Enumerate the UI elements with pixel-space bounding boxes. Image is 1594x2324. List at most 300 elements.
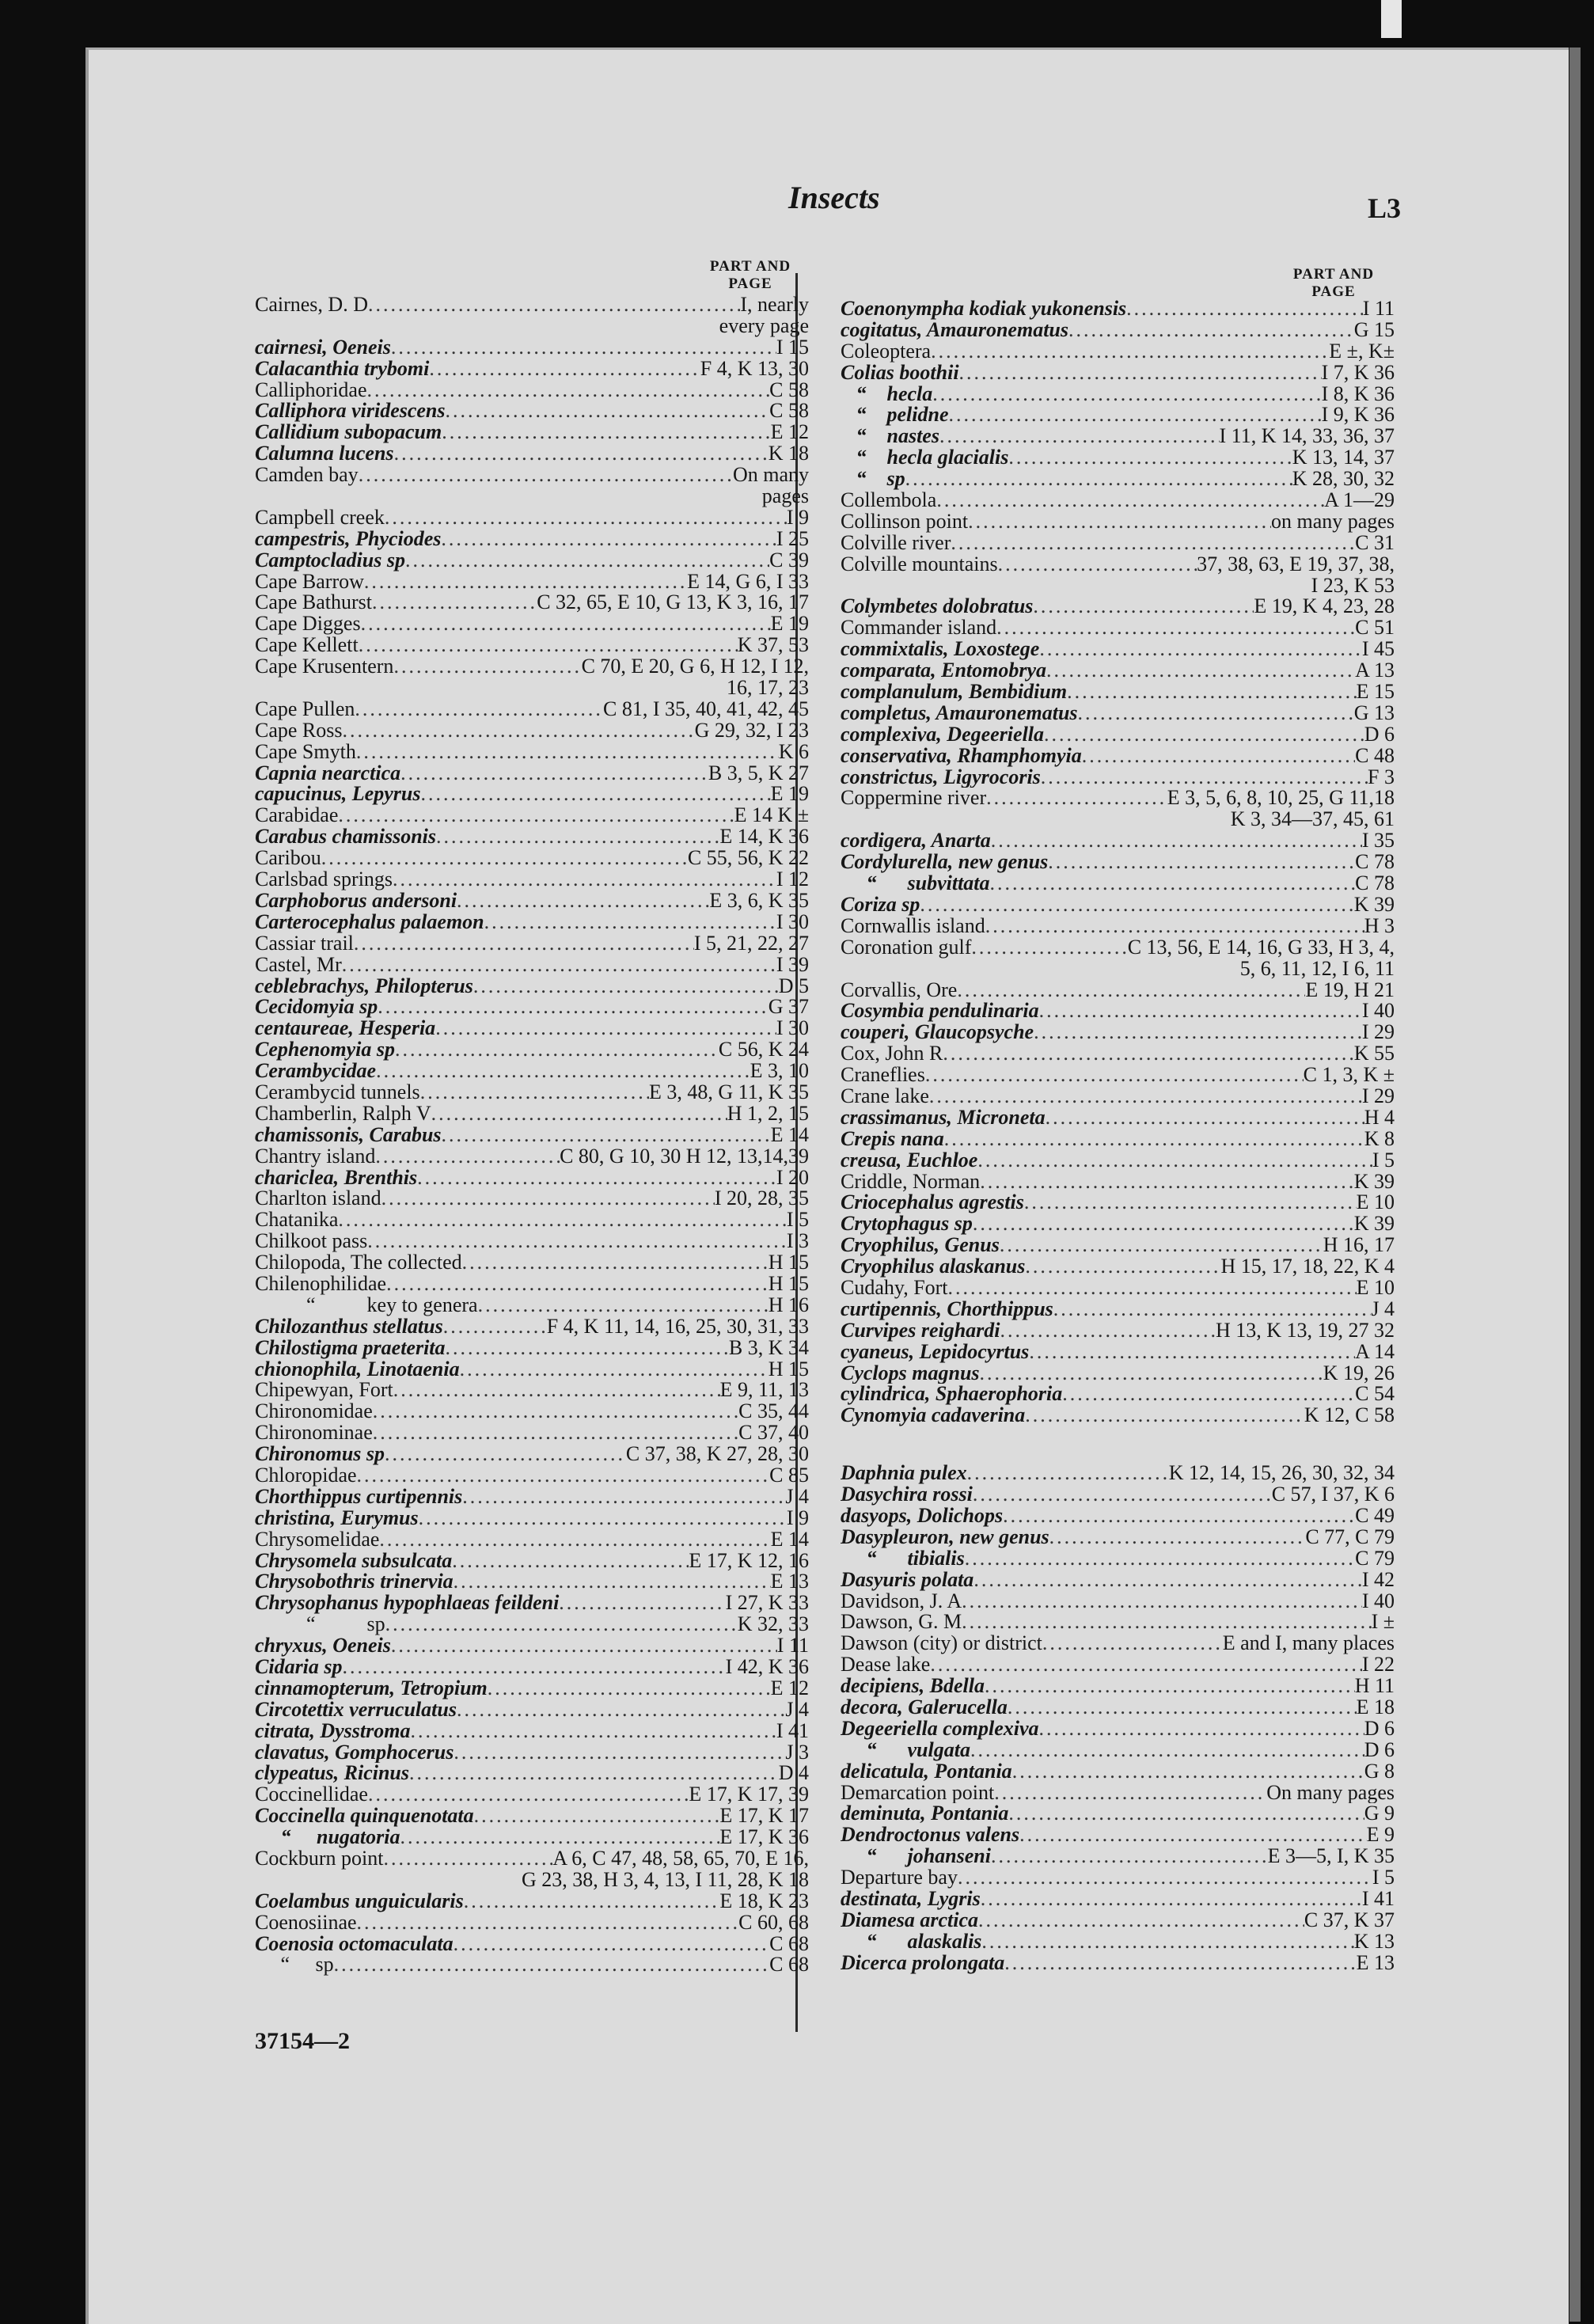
dot-leader bbox=[420, 784, 770, 805]
column-heading-line: PAGE bbox=[1311, 283, 1356, 300]
dot-leader bbox=[939, 426, 1220, 447]
entry-reference: E 14, G 6, I 33 bbox=[687, 571, 809, 593]
dot-leader bbox=[385, 1444, 626, 1465]
entry-term: Davidson, J. A bbox=[841, 1590, 962, 1612]
entry-reference: E 17, K 17, 39 bbox=[689, 1784, 809, 1806]
entry-reference: K 39 bbox=[1353, 1171, 1395, 1193]
entry-reference: E 19, K 4, 23, 28 bbox=[1254, 596, 1395, 618]
entry-term: Callidium subopacum bbox=[255, 422, 442, 444]
entry-term: Chorthippus curtipennis bbox=[255, 1486, 463, 1508]
entry-reference: E 14 bbox=[770, 1528, 809, 1551]
entry-reference: E 3, 10 bbox=[750, 1061, 809, 1082]
dot-leader bbox=[977, 1150, 1372, 1171]
dot-leader bbox=[968, 511, 1271, 533]
dot-leader bbox=[998, 554, 1197, 575]
entry-term: cairnesi, Oeneis bbox=[255, 336, 391, 359]
index-entry bbox=[255, 976, 809, 997]
entry-reference: I 20 bbox=[776, 1167, 809, 1189]
dot-leader bbox=[1003, 1506, 1355, 1527]
dot-leader bbox=[343, 720, 695, 742]
entry-term: Cape Barrow bbox=[255, 571, 364, 593]
entry-reference: D 6 bbox=[1364, 723, 1395, 746]
index-entry bbox=[255, 1678, 809, 1699]
entry-reference: K 28, 30, 32 bbox=[1292, 469, 1395, 491]
dot-leader bbox=[431, 1103, 727, 1125]
entry-reference: on many pages bbox=[1271, 511, 1395, 533]
entry-reference: I 39 bbox=[776, 954, 809, 976]
entry-reference: E 12 bbox=[770, 422, 809, 444]
dot-leader bbox=[488, 1678, 771, 1699]
page-edge-shadow bbox=[1569, 47, 1581, 2322]
index-entry bbox=[841, 1931, 1395, 1953]
entry-term: Cynomyia cadaverina bbox=[841, 1405, 1026, 1427]
entry-term: Curvipes reighardi bbox=[841, 1320, 1000, 1342]
column-heading-line: PART AND bbox=[1292, 266, 1375, 283]
entry-term: Chilenophilidae bbox=[255, 1273, 387, 1295]
entry-term: Corvallis, Ore bbox=[841, 979, 958, 1001]
entry-reference: C 37, 38, K 27, 28, 30 bbox=[625, 1444, 809, 1465]
dot-leader bbox=[1049, 1527, 1306, 1548]
entry-reference: G 8 bbox=[1364, 1760, 1395, 1783]
entry-term: Cape Kellett bbox=[255, 635, 359, 657]
index-entry bbox=[255, 656, 809, 678]
index-entry bbox=[841, 1527, 1395, 1548]
index-entry bbox=[841, 1278, 1395, 1299]
index-entry bbox=[255, 1763, 809, 1784]
entry-term: couperi, Glaucopsyche bbox=[841, 1022, 1034, 1044]
dot-leader bbox=[384, 1848, 553, 1870]
entry-term: “ subvittata bbox=[841, 873, 990, 894]
index-entry bbox=[841, 682, 1395, 703]
entry-term: Campbell creek bbox=[255, 507, 385, 529]
entry-term: Coronation gulf bbox=[841, 936, 972, 959]
entry-term: Cairnes, D. D bbox=[255, 294, 368, 316]
dot-leader bbox=[385, 1614, 738, 1635]
entry-reference: G 15 bbox=[1353, 319, 1395, 341]
entry-reference: I 27, K 33 bbox=[725, 1593, 809, 1615]
index-entry bbox=[255, 529, 809, 550]
entry-term: Chrysophanus hypophlaeas feildeni bbox=[255, 1593, 560, 1615]
entry-reference: K 39 bbox=[1353, 894, 1395, 916]
entry-term: Dawson, G. M bbox=[841, 1612, 962, 1634]
dot-leader bbox=[944, 1129, 1364, 1150]
entry-reference-continuation: 16, 17, 23 bbox=[727, 676, 809, 700]
index-entry bbox=[255, 592, 809, 613]
index-entry bbox=[841, 1363, 1395, 1384]
entry-term: chamissonis, Carabus bbox=[255, 1124, 442, 1146]
dot-leader bbox=[1068, 320, 1354, 341]
entry-term: deminuta, Pontania bbox=[841, 1803, 1009, 1825]
dot-leader bbox=[342, 955, 776, 976]
index-entry bbox=[841, 1171, 1395, 1193]
index-entry bbox=[841, 1506, 1395, 1527]
dot-leader bbox=[1025, 1256, 1220, 1278]
index-entry bbox=[255, 1657, 809, 1678]
dot-leader bbox=[359, 635, 738, 656]
entry-reference: E ±, K± bbox=[1329, 340, 1395, 363]
entry-reference: C 78 bbox=[1355, 852, 1395, 874]
dot-leader bbox=[981, 1889, 1362, 1910]
entry-term: Carterocephalus palaemon bbox=[255, 911, 484, 933]
entry-term: Dicerca prolongata bbox=[841, 1952, 1005, 1974]
entry-term: Chantry island bbox=[255, 1145, 376, 1168]
entry-reference: G 29, 32, I 23 bbox=[694, 720, 809, 742]
entry-term: Daphnia pulex bbox=[841, 1463, 967, 1485]
entry-reference: G 37 bbox=[768, 997, 809, 1019]
left-column-heading bbox=[703, 258, 798, 293]
dot-leader bbox=[378, 997, 768, 1018]
index-entry bbox=[255, 572, 809, 593]
entry-reference: E 14 K ± bbox=[734, 805, 809, 827]
entry-term: Criocephalus agrestis bbox=[841, 1192, 1024, 1214]
entry-term: ceblebrachys, Philopterus bbox=[255, 975, 473, 997]
index-entry bbox=[255, 1742, 809, 1764]
index-entry bbox=[255, 1827, 809, 1848]
index-entry bbox=[841, 1548, 1395, 1570]
entry-reference: I 42, K 36 bbox=[725, 1657, 809, 1678]
entry-term: Caribou bbox=[255, 848, 321, 870]
index-entry bbox=[841, 404, 1395, 426]
entry-term: dasyops, Dolichops bbox=[841, 1505, 1004, 1527]
index-entry bbox=[841, 469, 1395, 490]
dot-leader bbox=[985, 916, 1364, 937]
entry-reference: H 4 bbox=[1364, 1107, 1395, 1129]
entry-reference: I 7, K 36 bbox=[1321, 362, 1395, 384]
index-entry bbox=[255, 1252, 809, 1274]
entry-term: cordigera, Anarta bbox=[841, 830, 991, 853]
entry-reference: H 15 bbox=[768, 1358, 809, 1380]
dot-leader bbox=[1004, 1953, 1356, 1974]
index-entry bbox=[841, 1803, 1395, 1825]
entry-term: “ alaskalis bbox=[841, 1931, 982, 1953]
entry-reference: C 31 bbox=[1355, 532, 1395, 554]
entry-reference: I 3 bbox=[786, 1231, 809, 1253]
index-entry bbox=[841, 1654, 1395, 1676]
index-entry bbox=[841, 596, 1395, 617]
index-entry bbox=[255, 1551, 809, 1572]
dot-leader bbox=[559, 1593, 725, 1614]
dot-leader bbox=[386, 1274, 769, 1295]
index-entry bbox=[841, 1846, 1395, 1867]
index-entry bbox=[255, 1401, 809, 1422]
entry-reference: D 6 bbox=[1364, 1718, 1395, 1740]
index-entry bbox=[255, 848, 809, 869]
dot-leader bbox=[435, 1018, 776, 1039]
entry-reference: C 60, 68 bbox=[738, 1912, 809, 1934]
dot-leader bbox=[357, 1912, 739, 1934]
entry-reference: I 35 bbox=[1361, 830, 1395, 853]
entry-term: Cape Ross bbox=[255, 720, 343, 742]
index-entry bbox=[841, 1001, 1395, 1022]
entry-reference: I 41 bbox=[776, 1720, 809, 1742]
entry-reference: I 11, K 14, 33, 36, 37 bbox=[1219, 426, 1395, 448]
index-entry bbox=[255, 1529, 809, 1551]
entry-reference: H 13, K 13, 19, 27 32 bbox=[1215, 1320, 1395, 1342]
entry-reference: C 68 bbox=[769, 1954, 809, 1977]
index-entry bbox=[841, 639, 1395, 660]
entry-term: Cape Bathurst bbox=[255, 592, 373, 614]
entry-reference: H 16, 17 bbox=[1323, 1235, 1395, 1257]
dot-leader bbox=[1000, 1320, 1216, 1342]
entry-reference: I 15 bbox=[776, 336, 809, 359]
entry-term: Coenonympha kodiak yukonensis bbox=[841, 298, 1127, 320]
index-entry bbox=[255, 1316, 809, 1338]
entry-reference: I 20, 28, 35 bbox=[714, 1188, 809, 1210]
dot-leader bbox=[359, 465, 733, 486]
entry-reference: F 4, K 13, 30 bbox=[700, 358, 809, 380]
index-entry bbox=[255, 1103, 809, 1125]
dot-leader bbox=[321, 848, 688, 869]
dot-leader bbox=[474, 1806, 720, 1827]
index-entry bbox=[255, 1721, 809, 1742]
left-index-column bbox=[255, 294, 809, 1976]
entry-term: “ pelidne bbox=[841, 404, 949, 427]
entry-reference: I 40 bbox=[1361, 1590, 1395, 1612]
index-entry bbox=[255, 1848, 809, 1870]
entry-reference: I 5, 21, 22, 27 bbox=[693, 932, 809, 955]
entry-term: Chironomus sp bbox=[255, 1444, 385, 1465]
footer-print-code: 37154—2 bbox=[255, 2028, 350, 2054]
index-entry bbox=[841, 724, 1395, 746]
entry-term: Chrysobothris trinervia bbox=[255, 1571, 454, 1593]
entry-term: cogitatus, Amauronematus bbox=[841, 319, 1068, 341]
index-entry bbox=[841, 1320, 1395, 1342]
entry-reference: C 58 bbox=[769, 401, 809, 423]
index-entry bbox=[255, 1422, 809, 1444]
entry-reference: E 3—5, I, K 35 bbox=[1267, 1846, 1395, 1868]
entry-reference: E 10 bbox=[1356, 1277, 1395, 1299]
entry-term: Collembola bbox=[841, 490, 937, 511]
entry-term: Capnia nearctica bbox=[255, 762, 401, 784]
entry-reference: H 16 bbox=[768, 1294, 809, 1316]
dot-leader bbox=[1029, 1342, 1355, 1363]
entry-reference: C 85 bbox=[769, 1464, 809, 1487]
entry-reference: K 13, 14, 37 bbox=[1292, 447, 1395, 469]
entry-term: Collinson point bbox=[841, 511, 969, 533]
entry-term: “ hecla glacialis bbox=[841, 447, 1009, 469]
entry-term: “ tibialis bbox=[841, 1547, 965, 1570]
entry-term: complexiva, Degeeriella bbox=[841, 723, 1045, 746]
dot-leader bbox=[990, 873, 1356, 894]
entry-reference: I 12 bbox=[776, 869, 809, 890]
entry-reference: A 13 bbox=[1355, 660, 1395, 682]
entry-term: comparata, Entomobrya bbox=[841, 660, 1047, 682]
dot-leader bbox=[994, 1783, 1266, 1804]
index-entry bbox=[841, 767, 1395, 788]
dot-leader bbox=[936, 490, 1324, 511]
entry-term: Cidaria sp bbox=[255, 1657, 343, 1678]
dot-leader bbox=[1033, 596, 1254, 617]
entry-reference: C 81, I 35, 40, 41, 42, 45 bbox=[603, 698, 809, 720]
entry-term: “ hecla bbox=[841, 383, 933, 405]
dot-leader bbox=[957, 980, 1305, 1001]
index-entry bbox=[255, 720, 809, 742]
dot-leader bbox=[367, 380, 770, 401]
dot-leader bbox=[958, 1867, 1372, 1889]
index-entry bbox=[841, 1825, 1395, 1846]
entry-reference: I 30 bbox=[776, 911, 809, 933]
entry-reference: C 55, 56, K 22 bbox=[687, 848, 809, 870]
entry-reference: J 3 bbox=[785, 1741, 809, 1764]
dot-leader bbox=[1078, 703, 1354, 724]
dot-leader bbox=[355, 699, 603, 720]
entry-term: cylindrica, Sphaerophoria bbox=[841, 1384, 1063, 1406]
entry-term: Departure bay bbox=[841, 1867, 958, 1889]
column-heading-line: PAGE bbox=[728, 275, 772, 292]
index-entry bbox=[255, 805, 809, 826]
entry-reference: E 19 bbox=[770, 613, 809, 636]
index-entry bbox=[255, 1274, 809, 1295]
entry-reference: C 51 bbox=[1355, 617, 1395, 640]
entry-reference: H 3 bbox=[1364, 915, 1395, 937]
dot-leader bbox=[973, 1570, 1362, 1591]
index-entry bbox=[841, 511, 1395, 533]
index-entry bbox=[841, 1718, 1395, 1740]
index-entry bbox=[841, 1591, 1395, 1612]
scan-corner-mark bbox=[1381, 0, 1402, 38]
running-head-title: Insects bbox=[788, 180, 880, 215]
entry-reference: E 3, 48, G 11, K 35 bbox=[649, 1081, 809, 1103]
entry-reference: E 3, 5, 6, 8, 10, 25, G 11,18 bbox=[1167, 788, 1395, 810]
dot-leader bbox=[986, 788, 1167, 809]
entry-term: Carphoborus andersoni bbox=[255, 890, 457, 912]
entry-term: “ nugatoria bbox=[255, 1827, 400, 1849]
index-entry bbox=[841, 554, 1395, 575]
entry-term: Carlsbad springs bbox=[255, 869, 393, 890]
index-entry bbox=[841, 1570, 1395, 1591]
index-entry bbox=[255, 1209, 809, 1231]
entry-reference-continuation: every page bbox=[719, 313, 809, 337]
entry-term: Chilopoda, The collected bbox=[255, 1252, 462, 1274]
index-entry bbox=[255, 380, 809, 401]
dot-leader bbox=[959, 363, 1322, 384]
dot-leader bbox=[454, 1742, 785, 1764]
index-entry bbox=[255, 613, 809, 635]
entry-reference: K 8 bbox=[1364, 1128, 1395, 1150]
entry-reference: K 12, 14, 15, 26, 30, 32, 34 bbox=[1168, 1463, 1395, 1485]
page-number: L3 bbox=[1368, 192, 1402, 224]
dot-leader bbox=[962, 1591, 1362, 1612]
entry-term: chryxus, Oeneis bbox=[255, 1635, 391, 1657]
index-entry bbox=[841, 320, 1395, 341]
entry-term: decora, Galerucella bbox=[841, 1697, 1008, 1718]
index-entry bbox=[841, 1463, 1395, 1484]
entry-term: Circotettix verruculatus bbox=[255, 1699, 457, 1721]
index-entry bbox=[841, 490, 1395, 511]
index-entry bbox=[255, 1146, 809, 1168]
index-entry bbox=[841, 426, 1395, 447]
dot-leader bbox=[457, 890, 709, 912]
dot-leader bbox=[951, 533, 1355, 554]
entry-reference: E 17, K 17 bbox=[719, 1806, 809, 1828]
dot-leader bbox=[930, 1654, 1362, 1676]
index-entry bbox=[841, 873, 1395, 894]
entry-term: complanulum, Bembidium bbox=[841, 682, 1068, 703]
dot-leader bbox=[419, 1508, 787, 1529]
entry-term: commixtalis, Loxostege bbox=[841, 639, 1040, 661]
entry-term: christina, Eurymus bbox=[255, 1507, 419, 1529]
entry-term: Camden bay bbox=[255, 465, 359, 487]
index-entry bbox=[841, 660, 1395, 682]
entry-term: Cryophilus, Genus bbox=[841, 1235, 1000, 1257]
entry-reference: I 9, K 36 bbox=[1321, 404, 1395, 427]
entry-reference: C 77, C 79 bbox=[1305, 1526, 1395, 1548]
dot-leader bbox=[357, 1465, 770, 1487]
index-entry bbox=[255, 1912, 809, 1934]
entry-reference: E 17, K 36 bbox=[719, 1827, 809, 1849]
entry-reference: H 11 bbox=[1354, 1676, 1395, 1697]
entry-term: Crepis nana bbox=[841, 1128, 944, 1150]
index-entry bbox=[255, 869, 809, 890]
dot-leader bbox=[991, 1846, 1268, 1867]
entry-term: Cockburn point bbox=[255, 1848, 384, 1870]
index-entry bbox=[841, 1740, 1395, 1761]
entry-term: Cape Pullen bbox=[255, 698, 355, 720]
dot-leader bbox=[473, 976, 779, 997]
entry-reference: E and I, many places bbox=[1222, 1633, 1395, 1655]
entry-reference: B 3, K 34 bbox=[728, 1337, 809, 1359]
entry-term: decipiens, Bdella bbox=[841, 1676, 985, 1697]
entry-reference: 37, 38, 63, E 19, 37, 38, bbox=[1197, 553, 1395, 575]
entry-reference: I 25 bbox=[776, 528, 809, 550]
index-entry bbox=[841, 1761, 1395, 1783]
entry-term: Castel, Mr bbox=[255, 954, 342, 976]
entry-term: Calliphoridae bbox=[255, 379, 367, 401]
entry-term: Cape Krusentern bbox=[255, 656, 394, 678]
dot-leader bbox=[948, 1278, 1357, 1299]
entry-term: Dasypleuron, new genus bbox=[841, 1526, 1049, 1548]
entry-reference: D 5 bbox=[778, 975, 809, 997]
entry-term: “ nastes bbox=[841, 426, 939, 448]
entry-reference: E 15 bbox=[1356, 682, 1395, 703]
index-entry bbox=[255, 890, 809, 912]
dot-leader bbox=[367, 1231, 787, 1252]
entry-term: Coenosiinae bbox=[255, 1912, 357, 1934]
entry-term: Cerambycid tunnels bbox=[255, 1081, 420, 1103]
dot-leader bbox=[1025, 1405, 1304, 1426]
index-entry bbox=[841, 1342, 1395, 1363]
dot-leader bbox=[1126, 298, 1363, 320]
dot-leader bbox=[985, 1676, 1355, 1697]
dot-leader bbox=[375, 1146, 560, 1168]
dot-leader bbox=[368, 1784, 689, 1806]
dot-leader bbox=[1053, 1299, 1372, 1320]
index-entry bbox=[841, 1676, 1395, 1697]
index-entry bbox=[255, 955, 809, 976]
entry-reference: I 29 bbox=[1361, 1022, 1395, 1044]
entry-term: Colymbetes dolobratus bbox=[841, 596, 1034, 618]
entry-reference: K 12, C 58 bbox=[1304, 1405, 1395, 1427]
entry-reference-continuation: pages bbox=[761, 484, 809, 508]
index-entry bbox=[255, 1806, 809, 1827]
entry-reference: K 13 bbox=[1353, 1931, 1395, 1953]
entry-term: Colias boothii bbox=[841, 362, 959, 384]
dot-leader bbox=[484, 912, 776, 933]
dot-leader bbox=[446, 1338, 729, 1359]
entry-term: Cape Digges bbox=[255, 613, 361, 636]
entry-reference: I, nearly bbox=[740, 294, 809, 316]
index-entry bbox=[841, 1384, 1395, 1405]
dot-leader bbox=[364, 572, 687, 593]
dot-leader bbox=[409, 1763, 779, 1784]
entry-term: Chatanika bbox=[255, 1209, 339, 1232]
dot-leader bbox=[393, 656, 581, 678]
entry-reference-continuation: I 23, K 53 bbox=[1311, 573, 1395, 597]
dot-leader bbox=[442, 422, 770, 443]
dot-leader bbox=[1008, 1803, 1364, 1825]
entry-term: Cephenomyia sp bbox=[255, 1039, 395, 1061]
entry-reference: C 79 bbox=[1355, 1547, 1395, 1570]
